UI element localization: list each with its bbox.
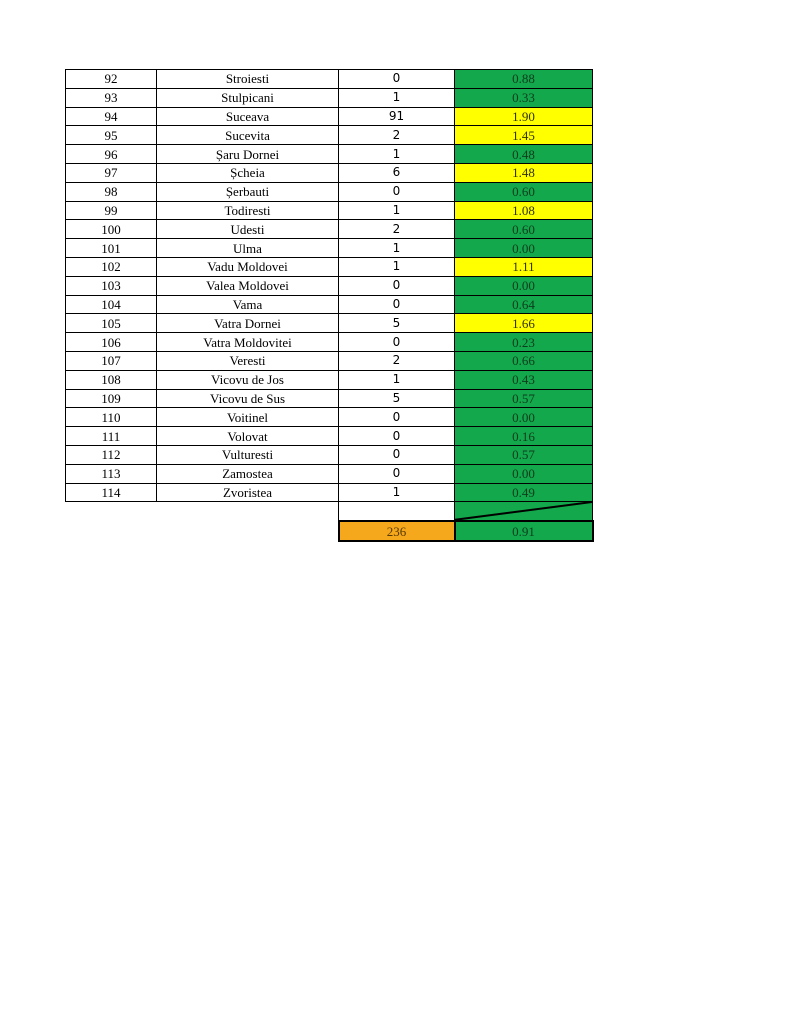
rate-value: 1.11 [455, 257, 593, 276]
rate-value: 0.60 [455, 220, 593, 239]
locality-name: Vicovu de Sus [157, 389, 339, 408]
row-number: 102 [66, 257, 157, 276]
row-number: 103 [66, 276, 157, 295]
case-count: 0 [339, 295, 455, 314]
row-number: 114 [66, 483, 157, 502]
total-count: 236 [339, 521, 455, 541]
case-count: 0 [339, 464, 455, 483]
case-count: 6 [339, 163, 455, 182]
case-count: 1 [339, 483, 455, 502]
rate-value: 0.57 [455, 389, 593, 408]
row-number: 106 [66, 333, 157, 352]
locality-name: Vulturesti [157, 445, 339, 464]
rate-value: 0.49 [455, 483, 593, 502]
rate-value: 0.00 [455, 408, 593, 427]
rate-value: 0.16 [455, 427, 593, 446]
row-number: 92 [66, 70, 157, 89]
total-rate: 0.91 [455, 521, 593, 541]
table-row [66, 276, 593, 295]
case-count: 1 [339, 257, 455, 276]
table-row [66, 483, 593, 502]
table-row [66, 295, 593, 314]
case-count: 0 [339, 427, 455, 446]
row-number: 109 [66, 389, 157, 408]
case-count: 0 [339, 333, 455, 352]
table-row [66, 351, 593, 370]
table-row [66, 408, 593, 427]
rate-value: 1.48 [455, 163, 593, 182]
locality-name: Stulpicani [157, 88, 339, 107]
rate-value: 1.45 [455, 126, 593, 145]
case-count: 1 [339, 201, 455, 220]
rate-value: 0.88 [455, 70, 593, 89]
table-row [66, 145, 593, 164]
case-count: 2 [339, 351, 455, 370]
diagonal-line [455, 502, 592, 520]
rate-value: 1.90 [455, 107, 593, 126]
table-row [66, 201, 593, 220]
table-row [66, 389, 593, 408]
locality-name: Vadu Moldovei [157, 257, 339, 276]
rate-value: 1.66 [455, 314, 593, 333]
row-number: 113 [66, 464, 157, 483]
rate-value: 0.66 [455, 351, 593, 370]
rate-value: 0.43 [455, 370, 593, 389]
locality-name: Volovat [157, 427, 339, 446]
table-body [66, 70, 593, 502]
rate-value: 0.00 [455, 239, 593, 258]
table-row [66, 239, 593, 258]
locality-name: Șerbauti [157, 182, 339, 201]
table-row [66, 370, 593, 389]
separator-row [66, 502, 593, 521]
table-row [66, 464, 593, 483]
locality-name: Șaru Dornei [157, 145, 339, 164]
rate-value: 0.60 [455, 182, 593, 201]
table-row [66, 220, 593, 239]
locality-name: Șcheia [157, 163, 339, 182]
rate-value: 0.00 [455, 276, 593, 295]
blank-cell [339, 502, 455, 521]
table-row [66, 107, 593, 126]
table-row [66, 70, 593, 89]
rate-value: 0.33 [455, 88, 593, 107]
rate-value: 0.23 [455, 333, 593, 352]
case-count: 2 [339, 126, 455, 145]
row-number: 100 [66, 220, 157, 239]
case-count: 5 [339, 389, 455, 408]
crossed-out-cell [455, 502, 593, 521]
case-count: 1 [339, 88, 455, 107]
rate-value: 1.08 [455, 201, 593, 220]
locality-name: Voitinel [157, 408, 339, 427]
locality-name: Vicovu de Jos [157, 370, 339, 389]
data-table [65, 69, 594, 542]
locality-name: Stroiesti [157, 70, 339, 89]
case-count: 0 [339, 408, 455, 427]
locality-name: Udesti [157, 220, 339, 239]
row-number: 104 [66, 295, 157, 314]
table-row [66, 163, 593, 182]
row-number: 107 [66, 351, 157, 370]
row-number: 94 [66, 107, 157, 126]
locality-name: Vatra Dornei [157, 314, 339, 333]
row-number: 96 [66, 145, 157, 164]
case-count: 5 [339, 314, 455, 333]
locality-name: Sucevita [157, 126, 339, 145]
row-number: 108 [66, 370, 157, 389]
locality-name: Zvoristea [157, 483, 339, 502]
locality-name: Valea Moldovei [157, 276, 339, 295]
row-number: 97 [66, 163, 157, 182]
case-count: 2 [339, 220, 455, 239]
table-row [66, 182, 593, 201]
row-number: 111 [66, 427, 157, 446]
row-number: 101 [66, 239, 157, 258]
case-count: 0 [339, 445, 455, 464]
locality-name: Vatra Moldovitei [157, 333, 339, 352]
case-count: 1 [339, 370, 455, 389]
table-row [66, 427, 593, 446]
locality-name: Todiresti [157, 201, 339, 220]
row-number: 110 [66, 408, 157, 427]
row-number: 98 [66, 182, 157, 201]
row-number: 93 [66, 88, 157, 107]
case-count: 1 [339, 239, 455, 258]
row-number: 99 [66, 201, 157, 220]
totals-row [66, 521, 593, 541]
table-row [66, 257, 593, 276]
case-count: 0 [339, 70, 455, 89]
rate-value: 0.64 [455, 295, 593, 314]
row-number: 112 [66, 445, 157, 464]
case-count: 1 [339, 145, 455, 164]
row-number: 95 [66, 126, 157, 145]
table-row [66, 333, 593, 352]
locality-name: Suceava [157, 107, 339, 126]
rate-value: 0.48 [455, 145, 593, 164]
rate-value: 0.00 [455, 464, 593, 483]
table-row [66, 445, 593, 464]
rate-value: 0.57 [455, 445, 593, 464]
row-number: 105 [66, 314, 157, 333]
table-row [66, 126, 593, 145]
locality-name: Zamostea [157, 464, 339, 483]
locality-name: Vama [157, 295, 339, 314]
case-count: 0 [339, 276, 455, 295]
case-count: 0 [339, 182, 455, 201]
locality-name: Ulma [157, 239, 339, 258]
table-row [66, 314, 593, 333]
locality-name: Veresti [157, 351, 339, 370]
table-row [66, 88, 593, 107]
case-count: 91 [339, 107, 455, 126]
